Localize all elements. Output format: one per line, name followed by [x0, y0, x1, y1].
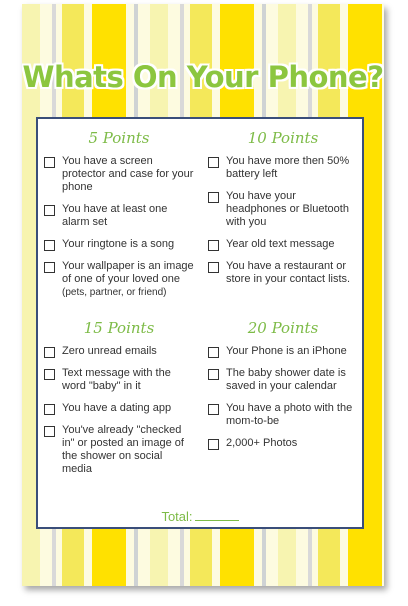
checklist-item[interactable]	[44, 238, 194, 251]
checklist-item[interactable]	[208, 367, 358, 393]
item-label: 2,000+ Photos	[226, 437, 298, 449]
item-label	[62, 260, 194, 299]
checkbox[interactable]	[208, 192, 219, 203]
item-label-main: Your wallpaper is an image of one of your loved one	[62, 260, 194, 285]
checkbox[interactable]	[44, 426, 55, 437]
item-label: The baby shower date is saved in your calendar	[226, 367, 346, 392]
game-card	[22, 4, 384, 586]
item-label: Zero unread emails	[62, 345, 157, 357]
checklist-item[interactable]	[208, 345, 358, 358]
checkbox[interactable]	[208, 240, 219, 251]
total-line	[38, 509, 362, 524]
checkbox[interactable]	[44, 262, 55, 273]
item-label: You have a restaurant or store in your contact lists.	[226, 260, 351, 285]
item-label: You have more then 50% battery left	[226, 155, 350, 180]
checkbox[interactable]	[44, 369, 55, 380]
checkbox[interactable]	[44, 240, 55, 251]
checkbox[interactable]	[208, 369, 219, 380]
item-label: You have your headphones or Bluetooth with you	[226, 190, 349, 228]
section-heading: 5 Points	[88, 129, 150, 147]
checklist-item[interactable]	[44, 345, 194, 358]
section-10-points	[208, 129, 358, 295]
total-blank[interactable]	[195, 510, 239, 521]
page-title: Whats On Your Phone?	[22, 60, 384, 94]
section-15-points	[44, 319, 194, 485]
checklist-item[interactable]	[44, 260, 194, 299]
checklist-item[interactable]	[208, 155, 358, 181]
item-label: You've already "checked in" or posted an image of the shower on social media	[62, 424, 184, 475]
checklist-item[interactable]	[44, 203, 194, 229]
total-label: Total:	[161, 509, 193, 524]
checklist-item[interactable]	[44, 402, 194, 415]
section-heading: 20 Points	[247, 319, 319, 337]
item-label: You have a photo with the mom-to-be	[226, 402, 353, 427]
item-label: Text message with the word "baby" in it	[62, 367, 171, 392]
item-label: You have a screen protector and case for your phone	[62, 155, 194, 193]
item-label: Year old text message	[226, 238, 335, 250]
checklist-item[interactable]	[208, 238, 358, 251]
checklist-item[interactable]	[44, 367, 194, 393]
checkbox[interactable]	[208, 262, 219, 273]
item-label-note: (pets, partner, or friend)	[62, 287, 167, 298]
section-5-points	[44, 129, 194, 299]
checkbox[interactable]	[44, 157, 55, 168]
item-label: You have at least one alarm set	[62, 203, 168, 228]
checkbox[interactable]	[208, 347, 219, 358]
checkbox[interactable]	[208, 404, 219, 415]
checklist-item[interactable]	[44, 155, 194, 194]
checkbox[interactable]	[208, 439, 219, 450]
checkbox[interactable]	[44, 205, 55, 216]
checklist-item[interactable]	[208, 190, 358, 229]
section-heading: 15 Points	[83, 319, 155, 337]
checklist-item[interactable]	[208, 260, 358, 286]
item-label: Your ringtone is a song	[62, 238, 175, 250]
item-label: Your Phone is an iPhone	[226, 345, 347, 357]
checkbox[interactable]	[208, 157, 219, 168]
checklist-item[interactable]	[44, 424, 194, 476]
checkbox[interactable]	[44, 347, 55, 358]
section-20-points	[208, 319, 358, 459]
checklist-item[interactable]	[208, 402, 358, 428]
section-heading: 10 Points	[247, 129, 319, 147]
checkbox[interactable]	[44, 404, 55, 415]
item-label: You have a dating app	[62, 402, 172, 414]
checklist-panel	[36, 117, 364, 529]
checklist-item[interactable]	[208, 437, 358, 450]
